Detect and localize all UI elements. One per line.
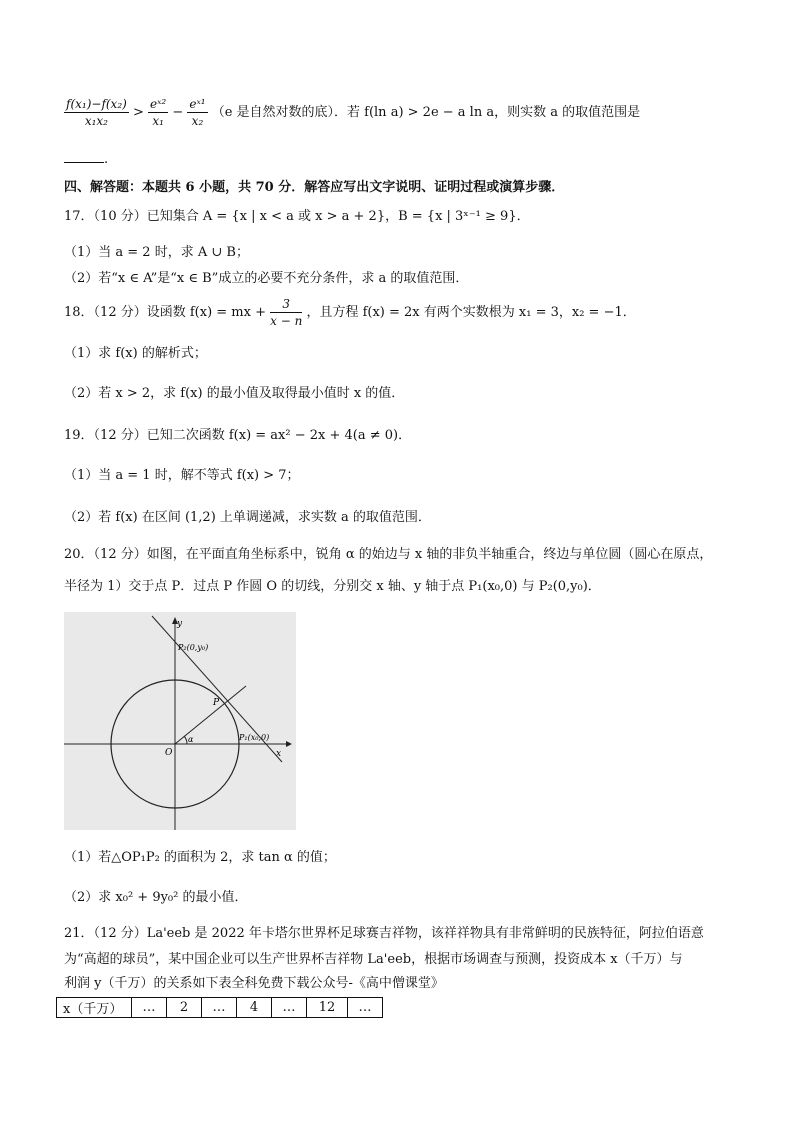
q21-line2: 为“高超的球员”，某中国企业可以生产世界杯吉祥物 La'eeb，根据市场调查与预测，投资成本 x（千万）与: [64, 952, 683, 967]
unit-circle-diagram: [64, 612, 296, 830]
table-cell: x（千万）: [57, 998, 132, 1018]
q17-stem: 17．（10 分）已知集合 A = {x | x < a 或 x > a + 2}，B = {x | 3ˣ⁻¹ ≥ 9}．: [64, 209, 530, 224]
q18-part2: （2）若 x > 2，求 f(x) 的最小值及取得最小值时 x 的值．: [64, 386, 405, 401]
table-cell: 4: [237, 998, 272, 1018]
q20-part2: （2）求 x₀² + 9y₀² 的最小值．: [64, 890, 248, 905]
point-p2-label: P₂(0,y₀): [178, 643, 209, 652]
y-label: y: [177, 619, 183, 629]
table-cell: …: [272, 998, 307, 1018]
q18-part1: （1）求 f(x) 的解析式；: [64, 346, 207, 361]
answer-blank: .: [64, 150, 108, 170]
origin-label: O: [165, 748, 173, 758]
table-cell: 2: [167, 998, 202, 1018]
q19-part1: （1）当 a = 1 时，解不等式 f(x) > 7；: [64, 468, 300, 483]
q18-fraction: $\frac{3}{x - n}$: [270, 297, 303, 328]
carry-line: $\frac{\text{f(x₁)−f(x₂)}}{\text{x₁x₂}}$ > $\frac{\text{eˣ²}}{\text{x₁}}$ − $\frac{\text{eˣ¹}}{\text{x₂}}$ （e 是自然对数的底）．若 f(ln a) > 2e − a ln a，则实数 a 的取值范围是: [66, 97, 641, 128]
q20-stem-line2: 半径为 1）交于点 P．过点 P 作圆 O 的切线，分别交 x 轴、y 轴于点 P₁(x₀,0) 与 P₂(0,y₀)．: [64, 579, 601, 594]
q21-table: [56, 997, 383, 1018]
q17-part1: （1）当 a = 2 时，求 A ∪ B；: [64, 245, 249, 260]
q21-line1: 21．（12 分）La'eeb 是 2022 年卡塔尔世界杯足球赛吉祥物，该祥祥物具有非常鲜明的民族特征，阿拉伯语意: [64, 926, 704, 941]
fraction-1: $\frac{\text{f(x₁)−f(x₂)}}{\text{x₁x₂}}$: [66, 97, 127, 128]
carry-tail: （e 是自然对数的底）．若 f(ln a) > 2e − a ln a，则实数 a 的取值范围是: [211, 105, 641, 120]
q20-stem-line1: 20．（12 分）如图，在平面直角坐标系中，锐角 α 的始边与 x 轴的非负半轴重合，终边与单位圆（圆心在原点，: [64, 547, 713, 562]
terminal-side: [175, 686, 246, 744]
angle-arc: [184, 736, 187, 744]
x-label: x: [276, 749, 282, 759]
table-row: [57, 998, 383, 1018]
fraction-2: $\frac{\text{eˣ²}}{\text{x₁}}$: [150, 97, 167, 128]
alpha-label: α: [188, 735, 194, 744]
q18-stem: 18．（12 分）设函数 f(x) = mx + $\frac{3}{x - n}$ ，且方程 f(x) = 2x 有两个实数根为 x₁ = 3，x₂ = −1．: [64, 297, 636, 328]
point-p-label: P: [213, 698, 220, 708]
section-heading: 四、解答题：本题共 6 小题，共 70 分．解答应写出文字说明、证明过程或演算步骤．: [64, 180, 565, 195]
table-cell: 12: [307, 998, 348, 1018]
table-cell: …: [202, 998, 237, 1018]
q17-part2: （2）若“x ∈ A”是“x ∈ B”成立的必要不充分条件，求 a 的取值范围．: [64, 271, 469, 286]
table-cell: …: [348, 998, 383, 1018]
q19-stem: 19．（12 分）已知二次函数 f(x) = ax² − 2x + 4(a ≠ 0)．: [64, 428, 412, 443]
fraction-3: $\frac{\text{eˣ¹}}{\text{x₂}}$: [189, 97, 206, 128]
q21-line3: 利润 y（千万）的关系如下表全科免费下载公众号-《高中僧课堂》: [64, 976, 444, 991]
q20-part1: （1）若△OP₁P₂ 的面积为 2，求 tan α 的值；: [64, 850, 336, 865]
point-p1-label: P₁(x₀,0): [239, 733, 270, 742]
x-axis-arrow: [286, 741, 292, 747]
table-cell: …: [132, 998, 167, 1018]
q20-figure: [64, 612, 296, 830]
q19-part2: （2）若 f(x) 在区间 (1,2) 上单调递减，求实数 a 的取值范围．: [64, 510, 431, 525]
